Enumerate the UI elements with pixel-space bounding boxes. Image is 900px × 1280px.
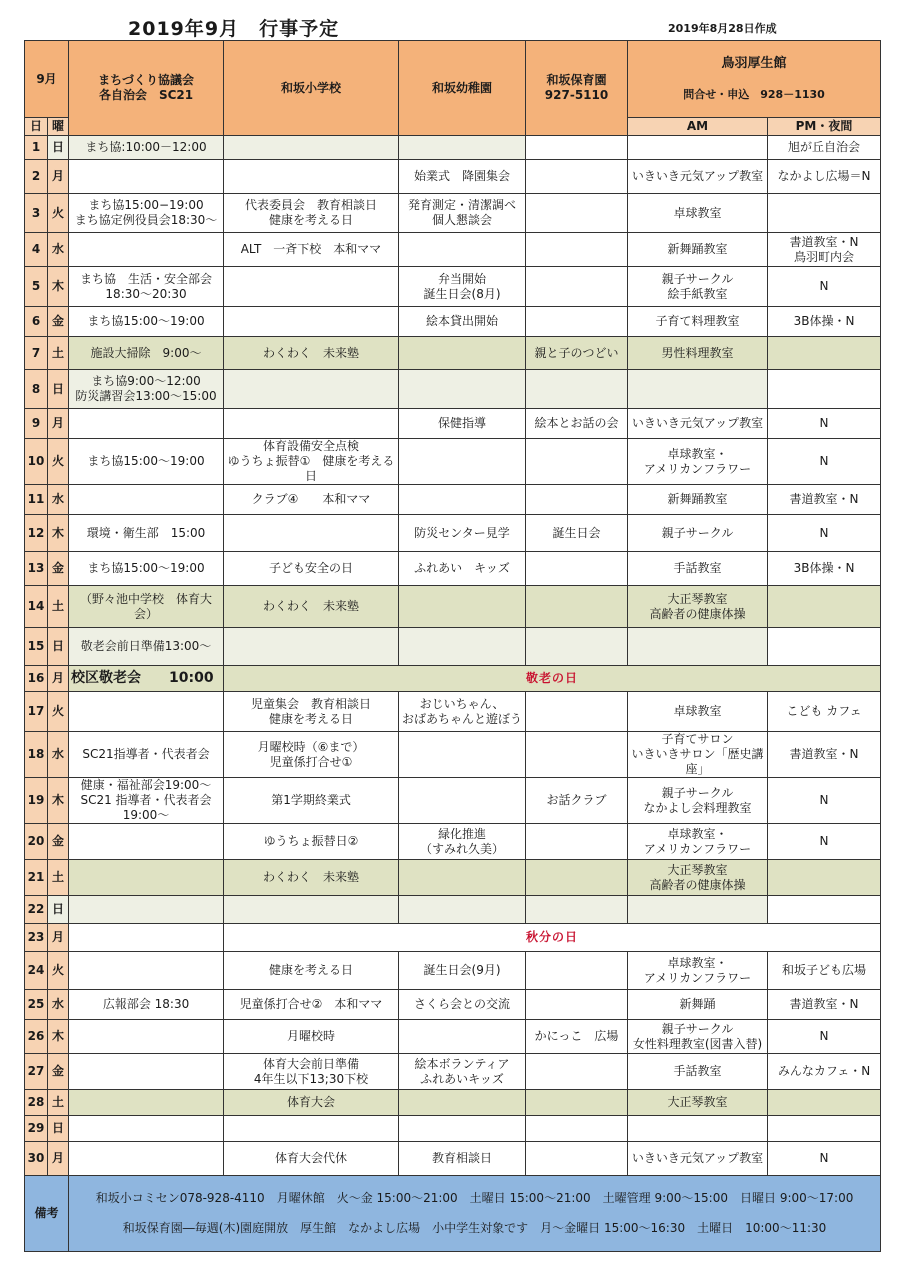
day-number: 6 bbox=[25, 307, 48, 337]
kindergarten-event bbox=[399, 860, 526, 896]
day-number: 25 bbox=[25, 990, 48, 1020]
day-number: 5 bbox=[25, 267, 48, 307]
notes-line-2: 和坂保育園―毎週(木)園庭開放 厚生館 なかよし広場 小中学生対象です 月〜金曜日 15:00〜16:30 土曜日 10:00〜11:30 bbox=[122, 1221, 827, 1235]
kindergarten-event bbox=[399, 1020, 526, 1054]
machikyo-event: まち協 生活・安全部会 18:30〜20:30 bbox=[69, 267, 224, 307]
kindergarten-event: 発育測定・清潔調べ 個人懇談会 bbox=[399, 194, 526, 233]
kouseikan-am-event: 子育てサロン いきいきサロン「歴史講座」 bbox=[628, 732, 768, 778]
day-number: 19 bbox=[25, 778, 48, 824]
kouseikan-pm-event: 書道教室・N bbox=[768, 485, 881, 515]
elementary-event: 体育設備安全点検 ゆうちょ振替① 健康を考える日 bbox=[224, 439, 399, 485]
weekday: 土 bbox=[48, 860, 69, 896]
holiday-label: 敬老の日 bbox=[224, 666, 881, 692]
elementary-event bbox=[224, 1116, 399, 1142]
header-kouseikan-title: 鳥羽厚生館 bbox=[721, 56, 787, 71]
machikyo-event: 健康・福祉部会19:00〜 SC21 指導者・代表者会 19:00〜 bbox=[69, 778, 224, 824]
kouseikan-am-event bbox=[628, 370, 768, 409]
day-row bbox=[25, 666, 881, 692]
day-row bbox=[25, 1090, 881, 1116]
day-number: 27 bbox=[25, 1054, 48, 1090]
weekday: 金 bbox=[48, 552, 69, 586]
kouseikan-am-event: 大正琴教室 高齢者の健康体操 bbox=[628, 586, 768, 628]
day-number: 29 bbox=[25, 1116, 48, 1142]
kouseikan-am-event: 大正琴教室 bbox=[628, 1090, 768, 1116]
machikyo-event: 施設大掃除 9:00〜 bbox=[69, 337, 224, 370]
nursery-event bbox=[526, 990, 628, 1020]
machikyo-event: 敬老会前日準備13:00〜 bbox=[69, 628, 224, 666]
kouseikan-pm-event: 和坂子ども広場 bbox=[768, 952, 881, 990]
kouseikan-am-event: 男性料理教室 bbox=[628, 337, 768, 370]
day-number: 23 bbox=[25, 924, 48, 952]
kouseikan-am-event: 卓球教室 bbox=[628, 692, 768, 732]
machikyo-event: SC21指導者・代表者会 bbox=[69, 732, 224, 778]
day-row bbox=[25, 990, 881, 1020]
kindergarten-event: 教育相談日 bbox=[399, 1142, 526, 1176]
elementary-event: わくわく 未来塾 bbox=[224, 860, 399, 896]
day-row bbox=[25, 307, 881, 337]
nursery-event bbox=[526, 860, 628, 896]
kouseikan-am-event: 卓球教室・ アメリカンフラワー bbox=[628, 824, 768, 860]
day-row bbox=[25, 952, 881, 990]
kouseikan-pm-event bbox=[768, 896, 881, 924]
kindergarten-event: 誕生日会(9月) bbox=[399, 952, 526, 990]
elementary-event bbox=[224, 136, 399, 160]
weekday: 月 bbox=[48, 666, 69, 692]
kindergarten-event: おじいちゃん、 おばあちゃんと遊ぼう bbox=[399, 692, 526, 732]
machikyo-event: まち協15:00−19:00 まち協定例役員会18:30〜 bbox=[69, 194, 224, 233]
nursery-event bbox=[526, 267, 628, 307]
machikyo-event bbox=[69, 860, 224, 896]
nursery-event bbox=[526, 160, 628, 194]
am-header: AM bbox=[628, 118, 768, 136]
kindergarten-event bbox=[399, 628, 526, 666]
kindergarten-event: 絵本ボランティア ふれあいキッズ bbox=[399, 1054, 526, 1090]
elementary-event: 体育大会代休 bbox=[224, 1142, 399, 1176]
elementary-event bbox=[224, 515, 399, 552]
page-title: 2019年9月 行事予定 bbox=[128, 18, 340, 40]
kouseikan-am-event bbox=[628, 628, 768, 666]
holiday-label: 秋分の日 bbox=[224, 924, 881, 952]
elementary-event bbox=[224, 896, 399, 924]
kouseikan-pm-event: なかよし広場＝N bbox=[768, 160, 881, 194]
notes-label: 備考 bbox=[25, 1176, 69, 1252]
machikyo-event bbox=[69, 924, 224, 952]
nursery-event bbox=[526, 485, 628, 515]
weekday: 火 bbox=[48, 692, 69, 732]
day-row bbox=[25, 732, 881, 778]
day-row bbox=[25, 194, 881, 233]
day-row bbox=[25, 1142, 881, 1176]
weekday: 月 bbox=[48, 1142, 69, 1176]
weekday: 日 bbox=[48, 896, 69, 924]
kindergarten-event bbox=[399, 778, 526, 824]
machikyo-event bbox=[69, 1020, 224, 1054]
weekday: 金 bbox=[48, 1054, 69, 1090]
day-number: 8 bbox=[25, 370, 48, 409]
day-number: 26 bbox=[25, 1020, 48, 1054]
day-row bbox=[25, 485, 881, 515]
nursery-event: 親と子のつどい bbox=[526, 337, 628, 370]
nursery-event bbox=[526, 1054, 628, 1090]
kouseikan-pm-event: N bbox=[768, 409, 881, 439]
weekday: 日 bbox=[48, 370, 69, 409]
nursery-event: かにっこ 広場 bbox=[526, 1020, 628, 1054]
day-row bbox=[25, 824, 881, 860]
kouseikan-pm-event: みんなカフェ・N bbox=[768, 1054, 881, 1090]
machikyo-event: まち協15:00〜19:00 bbox=[69, 307, 224, 337]
weekday: 水 bbox=[48, 732, 69, 778]
kouseikan-pm-event bbox=[768, 586, 881, 628]
machikyo-event bbox=[69, 485, 224, 515]
weekday: 土 bbox=[48, 337, 69, 370]
nursery-event bbox=[526, 194, 628, 233]
nursery-event: 誕生日会 bbox=[526, 515, 628, 552]
kouseikan-am-event: 新舞踊 bbox=[628, 990, 768, 1020]
machikyo-event: まち協9:00〜12:00 防災講習会13:00〜15:00 bbox=[69, 370, 224, 409]
nursery-event bbox=[526, 1142, 628, 1176]
kouseikan-pm-event bbox=[768, 628, 881, 666]
kindergarten-event bbox=[399, 337, 526, 370]
weekday: 月 bbox=[48, 924, 69, 952]
kindergarten-event: 始業式 降園集会 bbox=[399, 160, 526, 194]
kindergarten-event bbox=[399, 896, 526, 924]
weekday: 月 bbox=[48, 160, 69, 194]
nursery-event bbox=[526, 552, 628, 586]
day-number: 21 bbox=[25, 860, 48, 896]
header-kouseikan bbox=[628, 41, 881, 118]
kouseikan-am-event: 卓球教室・ アメリカンフラワー bbox=[628, 952, 768, 990]
machikyo-event bbox=[69, 896, 224, 924]
kindergarten-event bbox=[399, 1116, 526, 1142]
kouseikan-pm-event: 3B体操・N bbox=[768, 552, 881, 586]
elementary-event: ゆうちょ振替日② bbox=[224, 824, 399, 860]
day-row bbox=[25, 1054, 881, 1090]
kouseikan-am-event: 手話教室 bbox=[628, 1054, 768, 1090]
day-number: 22 bbox=[25, 896, 48, 924]
machikyo-event: まち協15:00〜19:00 bbox=[69, 552, 224, 586]
day-row bbox=[25, 439, 881, 485]
elementary-event: わくわく 未来塾 bbox=[224, 586, 399, 628]
kouseikan-pm-event: 書道教室・N 鳥羽町内会 bbox=[768, 233, 881, 267]
kouseikan-am-event: 親子サークル 女性料理教室(図書入替) bbox=[628, 1020, 768, 1054]
kouseikan-am-event: 手話教室 bbox=[628, 552, 768, 586]
kindergarten-event bbox=[399, 136, 526, 160]
kouseikan-am-event: いきいき元気アップ教室 bbox=[628, 1142, 768, 1176]
kouseikan-am-event: 卓球教室・ アメリカンフラワー bbox=[628, 439, 768, 485]
day-number: 20 bbox=[25, 824, 48, 860]
kouseikan-pm-event bbox=[768, 194, 881, 233]
elementary-event: 健康を考える日 bbox=[224, 952, 399, 990]
header-elementary: 和坂小学校 bbox=[224, 41, 399, 136]
kouseikan-pm-event: 書道教室・N bbox=[768, 990, 881, 1020]
header-nursery: 和坂保育園 927-5110 bbox=[526, 41, 628, 136]
kindergarten-event bbox=[399, 1090, 526, 1116]
elementary-event bbox=[224, 307, 399, 337]
nursery-event bbox=[526, 732, 628, 778]
weekday: 木 bbox=[48, 778, 69, 824]
weekday: 火 bbox=[48, 194, 69, 233]
kindergarten-event bbox=[399, 439, 526, 485]
notes-line-1: 和坂小コミセン078-928-4110 月曜休館 火〜金 15:00〜21:00 土曜日 15:00〜21:00 土曜管理 9:00〜15:00 日曜日 9:00〜17:00 bbox=[95, 1191, 854, 1205]
day-number: 2 bbox=[25, 160, 48, 194]
elementary-event: 月曜校時 bbox=[224, 1020, 399, 1054]
day-row bbox=[25, 1116, 881, 1142]
day-row bbox=[25, 692, 881, 732]
nursery-event bbox=[526, 824, 628, 860]
elementary-event bbox=[224, 160, 399, 194]
kouseikan-am-event bbox=[628, 1116, 768, 1142]
nursery-event bbox=[526, 628, 628, 666]
day-row bbox=[25, 860, 881, 896]
weekday: 水 bbox=[48, 990, 69, 1020]
kouseikan-am-event bbox=[628, 136, 768, 160]
nursery-event: お話クラブ bbox=[526, 778, 628, 824]
schedule-table bbox=[24, 40, 881, 1252]
kouseikan-pm-event: N bbox=[768, 1142, 881, 1176]
elementary-event: 第1学期終業式 bbox=[224, 778, 399, 824]
day-header: 日 bbox=[25, 118, 48, 136]
day-number: 24 bbox=[25, 952, 48, 990]
weekday: 水 bbox=[48, 485, 69, 515]
day-number: 17 bbox=[25, 692, 48, 732]
kindergarten-event bbox=[399, 485, 526, 515]
nursery-event bbox=[526, 439, 628, 485]
day-row bbox=[25, 337, 881, 370]
day-row bbox=[25, 586, 881, 628]
day-row bbox=[25, 924, 881, 952]
kouseikan-pm-event bbox=[768, 860, 881, 896]
kouseikan-am-event: 親子サークル bbox=[628, 515, 768, 552]
elementary-event bbox=[224, 409, 399, 439]
machikyo-event bbox=[69, 1116, 224, 1142]
header-machikyo: まちづくり協議会 各自治会 SC21 bbox=[69, 41, 224, 136]
day-row bbox=[25, 552, 881, 586]
day-number: 14 bbox=[25, 586, 48, 628]
kouseikan-pm-event: 3B体操・N bbox=[768, 307, 881, 337]
machikyo-event bbox=[69, 160, 224, 194]
day-row bbox=[25, 136, 881, 160]
day-number: 1 bbox=[25, 136, 48, 160]
day-row bbox=[25, 160, 881, 194]
weekday: 木 bbox=[48, 1020, 69, 1054]
machikyo-event: 環境・衛生部 15:00 bbox=[69, 515, 224, 552]
elementary-event: 体育大会 bbox=[224, 1090, 399, 1116]
weekday: 日 bbox=[48, 1116, 69, 1142]
elementary-event: 児童集会 教育相談日 健康を考える日 bbox=[224, 692, 399, 732]
weekday: 金 bbox=[48, 307, 69, 337]
elementary-event bbox=[224, 267, 399, 307]
elementary-event: 児童係打合せ② 本和ママ bbox=[224, 990, 399, 1020]
day-number: 30 bbox=[25, 1142, 48, 1176]
kouseikan-pm-event: こども カフェ bbox=[768, 692, 881, 732]
day-number: 10 bbox=[25, 439, 48, 485]
elementary-event: 代表委員会 教育相談日 健康を考える日 bbox=[224, 194, 399, 233]
machikyo-event bbox=[69, 692, 224, 732]
machikyo-event bbox=[69, 1090, 224, 1116]
weekday: 土 bbox=[48, 586, 69, 628]
nursery-event bbox=[526, 952, 628, 990]
machikyo-event bbox=[69, 1054, 224, 1090]
kouseikan-pm-event: N bbox=[768, 824, 881, 860]
kouseikan-pm-event: 旭が丘自治会 bbox=[768, 136, 881, 160]
weekday: 土 bbox=[48, 1090, 69, 1116]
kouseikan-am-event: いきいき元気アップ教室 bbox=[628, 160, 768, 194]
weekday: 日 bbox=[48, 628, 69, 666]
day-number: 28 bbox=[25, 1090, 48, 1116]
weekday: 火 bbox=[48, 439, 69, 485]
nursery-event bbox=[526, 370, 628, 409]
nursery-event bbox=[526, 1090, 628, 1116]
kindergarten-event bbox=[399, 732, 526, 778]
kouseikan-am-event: 子育て料理教室 bbox=[628, 307, 768, 337]
kindergarten-event: 弁当開始 誕生日会(8月) bbox=[399, 267, 526, 307]
day-row bbox=[25, 515, 881, 552]
machikyo-event bbox=[69, 409, 224, 439]
day-row bbox=[25, 1020, 881, 1054]
day-number: 18 bbox=[25, 732, 48, 778]
nursery-event bbox=[526, 1116, 628, 1142]
elementary-event: 子ども安全の日 bbox=[224, 552, 399, 586]
kouseikan-am-event bbox=[628, 896, 768, 924]
nursery-event bbox=[526, 233, 628, 267]
header-kouseikan-contact: 問合せ・申込 928－1130 bbox=[683, 88, 825, 101]
day-row bbox=[25, 233, 881, 267]
kouseikan-am-event: 親子サークル 絵手紙教室 bbox=[628, 267, 768, 307]
kouseikan-am-event: 新舞踊教室 bbox=[628, 233, 768, 267]
day-number: 7 bbox=[25, 337, 48, 370]
weekday: 火 bbox=[48, 952, 69, 990]
weekday: 木 bbox=[48, 267, 69, 307]
pm-header: PM・夜間 bbox=[768, 118, 881, 136]
machikyo-event: まち協15:00〜19:00 bbox=[69, 439, 224, 485]
kindergarten-event: ふれあい キッズ bbox=[399, 552, 526, 586]
kouseikan-am-event: 親子サークル なかよし会料理教室 bbox=[628, 778, 768, 824]
day-number: 16 bbox=[25, 666, 48, 692]
machikyo-event bbox=[69, 824, 224, 860]
weekday: 水 bbox=[48, 233, 69, 267]
elementary-event bbox=[224, 370, 399, 409]
kindergarten-event bbox=[399, 370, 526, 409]
created-date: 2019年8月28日作成 bbox=[668, 22, 777, 35]
weekday: 金 bbox=[48, 824, 69, 860]
kouseikan-pm-event: N bbox=[768, 1020, 881, 1054]
day-number: 9 bbox=[25, 409, 48, 439]
machikyo-event: 広報部会 18:30 bbox=[69, 990, 224, 1020]
kouseikan-am-event: 卓球教室 bbox=[628, 194, 768, 233]
machikyo-event bbox=[69, 233, 224, 267]
day-row bbox=[25, 778, 881, 824]
kindergarten-event: 防災センター見学 bbox=[399, 515, 526, 552]
kouseikan-pm-event: 書道教室・N bbox=[768, 732, 881, 778]
kouseikan-pm-event bbox=[768, 1116, 881, 1142]
elementary-event: 月曜校時（⑥まで） 児童係打合せ① bbox=[224, 732, 399, 778]
notes-text bbox=[69, 1176, 881, 1252]
kouseikan-pm-event: N bbox=[768, 439, 881, 485]
kouseikan-pm-event: N bbox=[768, 515, 881, 552]
day-row bbox=[25, 267, 881, 307]
schedule-body bbox=[25, 136, 881, 1176]
machikyo-event: 校区敬老会 10:00 bbox=[69, 666, 224, 692]
day-number: 13 bbox=[25, 552, 48, 586]
weekday-header: 曜 bbox=[48, 118, 69, 136]
elementary-event: わくわく 未来塾 bbox=[224, 337, 399, 370]
nursery-event bbox=[526, 896, 628, 924]
day-row bbox=[25, 628, 881, 666]
kindergarten-event: 緑化推進 （すみれ久美） bbox=[399, 824, 526, 860]
machikyo-event: まち協:10:00－12:00 bbox=[69, 136, 224, 160]
month-header: 9月 bbox=[25, 41, 69, 118]
day-row bbox=[25, 370, 881, 409]
elementary-event: クラブ④ 本和ママ bbox=[224, 485, 399, 515]
kouseikan-am-event: 大正琴教室 高齢者の健康体操 bbox=[628, 860, 768, 896]
nursery-event: 絵本とお話の会 bbox=[526, 409, 628, 439]
kouseikan-pm-event bbox=[768, 337, 881, 370]
kindergarten-event bbox=[399, 586, 526, 628]
elementary-event: 体育大会前日準備 4年生以下13;30下校 bbox=[224, 1054, 399, 1090]
day-row bbox=[25, 409, 881, 439]
kindergarten-event bbox=[399, 233, 526, 267]
day-row bbox=[25, 896, 881, 924]
day-number: 4 bbox=[25, 233, 48, 267]
elementary-event: ALT 一斉下校 本和ママ bbox=[224, 233, 399, 267]
nursery-event bbox=[526, 307, 628, 337]
nursery-event bbox=[526, 136, 628, 160]
kouseikan-am-event: いきいき元気アップ教室 bbox=[628, 409, 768, 439]
day-number: 11 bbox=[25, 485, 48, 515]
nursery-event bbox=[526, 692, 628, 732]
nursery-event bbox=[526, 586, 628, 628]
weekday: 木 bbox=[48, 515, 69, 552]
machikyo-event bbox=[69, 1142, 224, 1176]
kindergarten-event: 絵本貸出開始 bbox=[399, 307, 526, 337]
machikyo-event bbox=[69, 952, 224, 990]
machikyo-event: （野々池中学校 体育大会） bbox=[69, 586, 224, 628]
kouseikan-pm-event: N bbox=[768, 778, 881, 824]
weekday: 月 bbox=[48, 409, 69, 439]
header-kindergarten: 和坂幼稚園 bbox=[399, 41, 526, 136]
kouseikan-pm-event bbox=[768, 1090, 881, 1116]
kindergarten-event: さくら会との交流 bbox=[399, 990, 526, 1020]
day-number: 15 bbox=[25, 628, 48, 666]
kouseikan-pm-event bbox=[768, 370, 881, 409]
elementary-event bbox=[224, 628, 399, 666]
day-number: 3 bbox=[25, 194, 48, 233]
kindergarten-event: 保健指導 bbox=[399, 409, 526, 439]
day-number: 12 bbox=[25, 515, 48, 552]
kouseikan-am-event: 新舞踊教室 bbox=[628, 485, 768, 515]
kouseikan-pm-event: N bbox=[768, 267, 881, 307]
weekday: 日 bbox=[48, 136, 69, 160]
